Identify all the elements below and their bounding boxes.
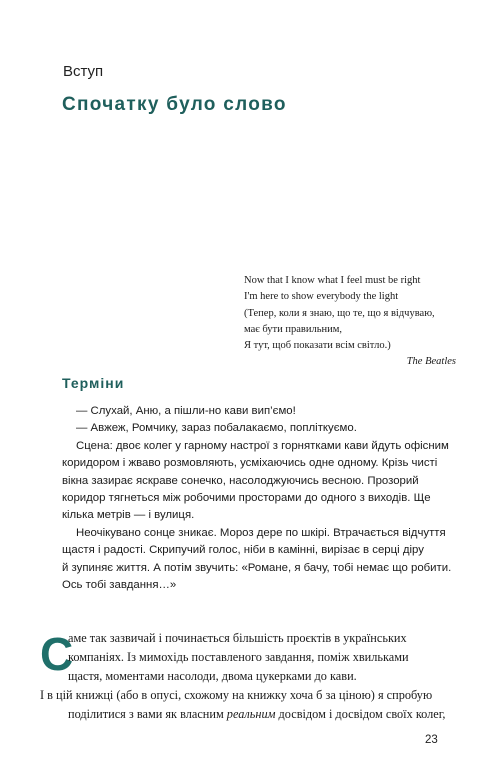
chapter-title: Спочатку було слово — [62, 94, 287, 115]
paragraph-line: кілька метрів — і вулиця. — [62, 509, 195, 522]
body-line: компаніях. Із мимохідь поставленого завдання, поміж хвильками — [68, 649, 409, 664]
epigraph-line: I'm here to show everybody the light — [244, 291, 399, 303]
epigraph-line: Я тут, щоб показати всім світло.) — [244, 340, 391, 352]
chapter-label: Вступ — [63, 63, 104, 80]
emphasis-real: реальним — [226, 706, 276, 721]
body-text — [40, 629, 460, 724]
epigraph-author: The Beatles — [406, 356, 456, 368]
body-text-fragment: досвідом і досвідом своїх колег, — [275, 706, 446, 721]
drop-cap: С — [40, 628, 74, 680]
epigraph-line: (Тепер, коли я знаю, що те, що я відчуваю, — [244, 307, 435, 319]
body-text-fragment: поділитися з вами як власним — [68, 706, 227, 721]
paragraph-line: щастя і радості. Скрипучий голос, ніби в камінні, вирізає в серці діру — [62, 544, 424, 557]
body-line: І в цій книжці (або в опусі, схожому на книжку хоча б за ціною) я спробую — [40, 687, 433, 702]
body-line — [40, 705, 460, 724]
body-line: щастя, моментами насолоди, двома цукерками до кави. — [68, 668, 357, 683]
paragraph-line: Неочікувано сонце зникає. Мороз дере по шкірі. Втрачається відчуття — [76, 526, 446, 539]
body-line: аме так зазвичай і починається більшість проєктів в українських — [68, 631, 407, 645]
paragraph-line: Ось тобі завдання…» — [62, 579, 177, 592]
dialogue-line: — Слухай, Аню, а пішли-но кави вип’ємо! — [76, 405, 296, 417]
paragraph-line: й зупиняє життя. А потім звучить: «Романе, я бачу, тобі немає що робити. — [62, 561, 452, 574]
page-number: 23 — [425, 734, 438, 746]
section-heading: Терміни — [62, 375, 125, 391]
epigraph-line: Now that I know what I feel must be right — [244, 275, 421, 286]
paragraph-line: коридор тягнеться між робочими просторами до одного з виходів. Ще — [62, 492, 431, 505]
paragraph-line: Сцена: двоє колег у гарному настрої з горнятками кави йдуть офісним — [76, 439, 449, 452]
epigraph-line: має бути правильним, — [244, 323, 343, 335]
epigraph — [244, 273, 456, 371]
paragraph-line: вікна зазирає яскраве сонечко, насолоджуючись весною. Прозорий — [62, 474, 419, 487]
paragraph-line: коридором і жваво розмовляють, усміхаючись одне одному. Крізь чисті — [62, 457, 438, 470]
dialogue-line: — Авжеж, Ромчику, зараз побалакаємо, поплiткуємо. — [76, 422, 357, 435]
scene-text — [62, 403, 452, 594]
